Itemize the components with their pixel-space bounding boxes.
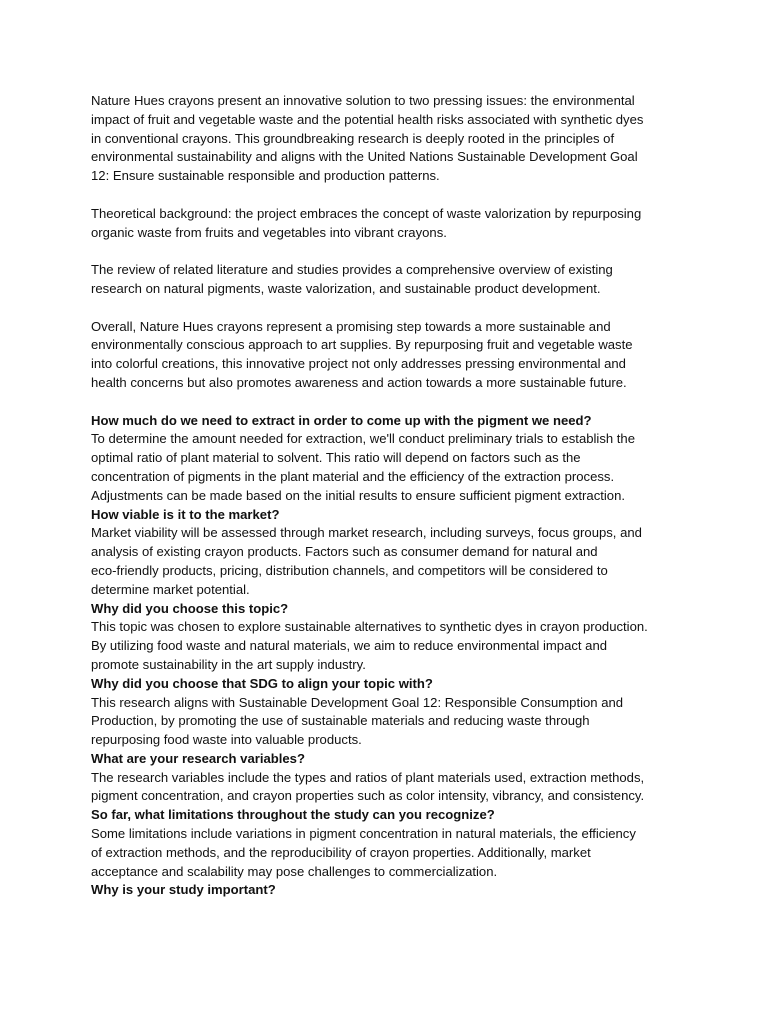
question-topic-choice: Why did you choose this topic? <box>91 600 289 616</box>
question-market-viability: How viable is it to the market? <box>91 506 280 522</box>
theoretical-background-paragraph: Theoretical background: the project embraces the concept of waste valorization by repurposing organic waste from fruits and vegetables into vibrant crayons. <box>91 205 642 240</box>
answer-market-viability: Market viability will be assessed through market research, including surveys, focus groups, and analysis of existing crayon products. Factors such as consumer demand for natural and eco-friendly products, pricing, distribution channels, and competitors will be considered to determine market potential. <box>91 525 642 597</box>
question-study-importance: Why is your study important? <box>91 882 276 898</box>
overall-paragraph: Overall, Nature Hues crayons represent a promising step towards a more sustainable and environmentally conscious approach to art supplies. By repurposing fruit and vegetable waste into colorful creations, this innovative project not only addresses pressing environmental and health concerns but also promotes awareness and action towards a more sustainable future. <box>91 318 633 390</box>
answer-topic-choice: This topic was chosen to explore sustainable alternatives to synthetic dyes in crayon production. By utilizing food waste and natural materials, we aim to reduce environmental impact and promote sustainability in the art supply industry. <box>91 619 648 672</box>
question-limitations: So far, what limitations throughout the study can you recognize? <box>91 807 495 823</box>
answer-limitations: Some limitations include variations in pigment concentration in natural materials, the efficiency of extraction methods, and the reproducibility of crayon properties. Additionally, market acceptance and scalability may pose challenges to commercialization. <box>91 826 636 879</box>
answer-research-variables: The research variables include the types and ratios of plant materials used, extraction methods, pigment concentration, and crayon properties such as color intensity, vibrancy, and consistency. <box>91 769 645 804</box>
answer-extraction-amount: To determine the amount needed for extraction, we'll conduct preliminary trials to establish the optimal ratio of plant material to solvent. This ratio will depend on factors such as the concentration of pigments in the plant material and the efficiency of the extraction process. Adjustments can be made based on the initial results to ensure sufficient pigment extraction. <box>91 431 635 503</box>
question-sdg-alignment: Why did you choose that SDG to align your topic with? <box>91 675 433 691</box>
question-extraction-amount: How much do we need to extract in order to come up with the pigment we need? <box>91 412 592 428</box>
literature-review-paragraph: The review of related literature and studies provides a comprehensive overview of existing research on natural pigments, waste valorization, and sustainable product development. <box>91 262 613 296</box>
question-research-variables: What are your research variables? <box>91 750 305 766</box>
intro-paragraph: Nature Hues crayons present an innovative solution to two pressing issues: the environmental impact of fruit and vegetable waste and the potential health risks associated with synthetic dyes in conventional crayons. This groundbreaking research is deeply rooted in the principles of environmental sustainability and aligns with the United Nations Sustainable Development Goal 12: Ensure sustainable responsible and production patterns. <box>91 93 644 184</box>
qa-section <box>91 412 680 901</box>
answer-sdg-alignment: This research aligns with Sustainable Development Goal 12: Responsible Consumption and Production, by promoting the use of sustainable materials and reducing waste through repurposing food waste into valuable products. <box>91 694 624 748</box>
